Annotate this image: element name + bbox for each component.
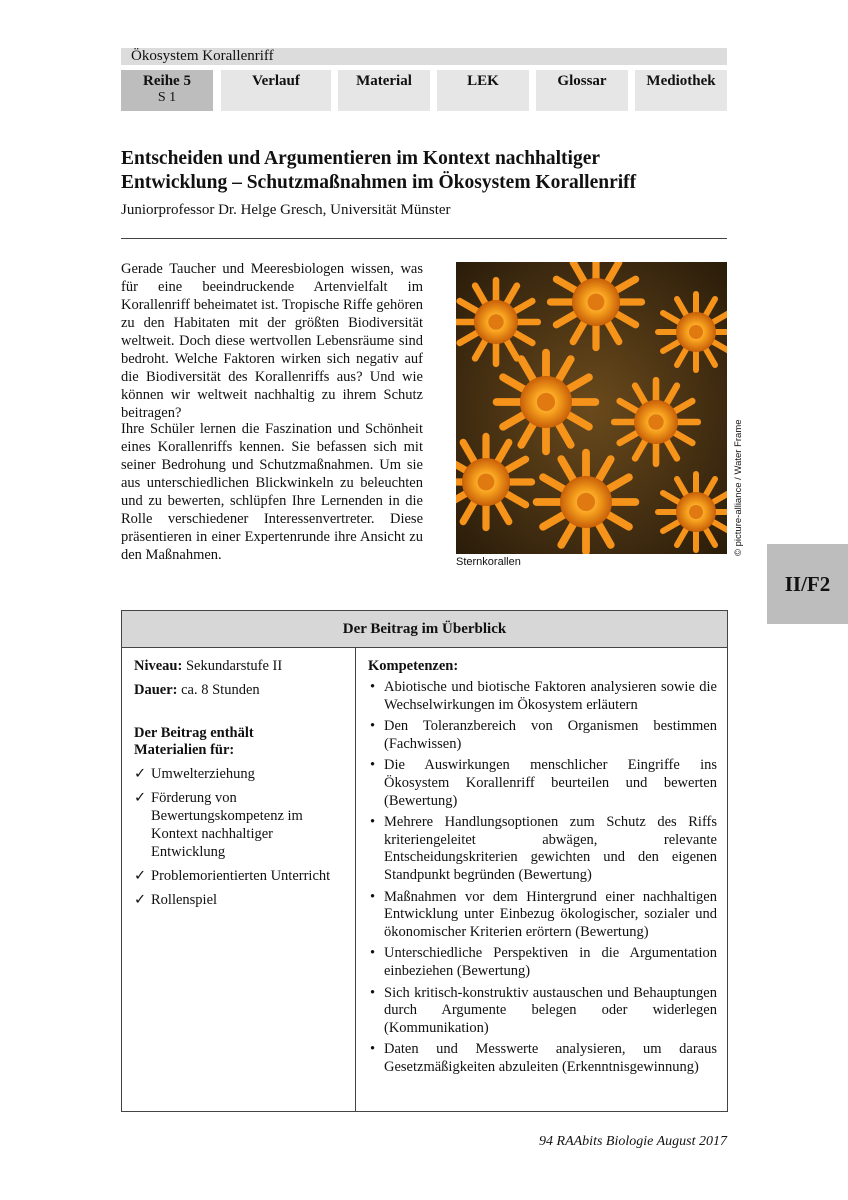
nav-tabs: [121, 70, 727, 111]
bullet-icon: •: [370, 757, 376, 774]
page-title: [121, 147, 741, 195]
intro-paragraph-1: Gerade Taucher und Meeresbiologen wissen, was für eine beeindruckende Artenvielfalt im Korallenriff beheimatet ist. Tropische Riffe gehören zu den Habitaten mit der größten Biodiversität weltweit. Doch diese wertvollen Lebensräume sind bedroht. Welche Faktoren wirken sich negativ auf die Biodiversität des Korallenriffs aus? Und wie können wir weltweit nachhaltig zu ihrem Schutz beitragen?: [121, 261, 423, 421]
list-item: • Maßnahmen vor dem Hintergrund einer nachhaltigen Entwicklung unter Einbezug ökologischer, sozialer und ökonomischer Kriterien erörtern (Bewertung): [370, 888, 717, 940]
overview-box: [121, 610, 728, 1112]
list-item: • Mehrere Handlungsoptionen zum Schutz des Riffs kriteriengeleitet abwägen, relevante Entscheidungskriterien gewichten und den eigenen Standpunkt begründen (Bewertung): [370, 814, 717, 883]
list-item: ✓ Rollenspiel: [134, 892, 218, 908]
divider: [121, 238, 727, 239]
list-item: ✓ Förderung von Bewertungskompetenz im Kontext nachhaltiger Entwicklung: [134, 790, 303, 860]
list-item: • Den Toleranzbereich von Organismen bestimmen (Fachwissen): [370, 718, 717, 752]
footer: 94 RAAbits Biologie August 2017: [539, 1134, 727, 1149]
bullet-icon: •: [370, 888, 376, 905]
competencies-heading: Kompetenzen:: [368, 658, 459, 674]
niveau-line: [134, 657, 343, 675]
checkmark-icon: ✓: [134, 766, 147, 782]
tab-glossar-label: Glossar: [557, 73, 607, 89]
overview-left-column: [122, 648, 356, 1111]
author: Juniorprofessor Dr. Helge Gresch, Universität Münster: [121, 202, 451, 218]
list-item: • Unterschiedliche Perspektiven in die Argumentation einbeziehen (Bewertung): [370, 945, 717, 979]
tab-lek-label: LEK: [467, 73, 499, 89]
tab-material[interactable]: [338, 70, 430, 111]
list-item: • Daten und Messwerte analysieren, um daraus Gesetzmäßigkeiten abzuleiten (Erkenntnisgewinnung): [370, 1041, 717, 1075]
competencies-list: [368, 679, 717, 1076]
list-item: • Sich kritisch-konstruktiv austauschen und Behauptungen durch Argumente belegen oder widerlegen (Kommunikation): [370, 984, 717, 1036]
intro-paragraph-2: Ihre Schüler lernen die Faszination und Schönheit eines Korallenriffs kennen. Sie befassen sich mit seiner Bedrohung und Schutzmaßnahmen. Um sie aus unterschiedlichen Blickwinkeln zu beleuchten und zu bewerten, schlüpfen Ihre Lernenden in die Rolle verschiedener Interessenvertreter. Diese präsentieren in einer Expertenrunde ihre Ansicht zu den Maßnahmen.: [121, 421, 423, 563]
checkmark-icon: ✓: [134, 892, 147, 908]
tab-glossar[interactable]: [536, 70, 628, 111]
title-line-2: Entwicklung – Schutzmaßnahmen im Ökosystem Korallenriff: [121, 172, 637, 193]
bullet-icon: •: [370, 679, 376, 695]
materials-heading-line-1: Der Beitrag enthält: [134, 725, 254, 741]
list-item: ✓ Umwelterziehung: [134, 766, 255, 782]
dauer-value: ca. 8 Stunden: [181, 682, 260, 698]
title-line-1: Entscheiden und Argumentieren im Kontext nachhaltiger: [121, 148, 601, 169]
list-item: ✓ Problemorientierten Unterricht: [134, 868, 331, 884]
niveau-value: Sekundarstufe II: [185, 658, 283, 674]
tab-material-label: Material: [356, 73, 412, 89]
tab-mediothek-label: Mediothek: [646, 73, 716, 89]
checkmark-icon: ✓: [134, 790, 147, 806]
coral-photo: [456, 262, 727, 554]
bullet-icon: •: [370, 718, 376, 735]
bullet-icon: •: [370, 1041, 376, 1058]
image-credit: © picture-alliance / Water Frame: [733, 419, 744, 556]
tab-verlauf-label: Verlauf: [252, 73, 300, 89]
overview-right-column: [356, 648, 727, 1111]
image-caption: Sternkorallen: [456, 556, 521, 568]
materials-heading: [134, 725, 343, 759]
niveau-label: Niveau:: [134, 658, 183, 674]
bullet-icon: •: [370, 814, 376, 831]
dauer-label: Dauer:: [134, 682, 178, 698]
checkmark-icon: ✓: [134, 868, 147, 884]
topic-bar: Ökosystem Korallenriff: [121, 48, 727, 65]
tab-lek[interactable]: [437, 70, 529, 111]
materials-heading-line-2: Materialien für:: [134, 742, 235, 758]
list-item: • Abiotische und biotische Faktoren analysieren sowie die Wechselwirkungen im Ökosystem erläutern: [370, 679, 717, 713]
overview-heading: Der Beitrag im Überblick: [122, 611, 727, 648]
section-tab: II/F2: [767, 544, 848, 624]
coral-illustration: [456, 262, 727, 554]
tab-reihe-label: Reihe 5: [143, 73, 191, 89]
tab-mediothek[interactable]: [635, 70, 727, 111]
tab-reihe-sub: S 1: [157, 90, 177, 105]
bullet-icon: •: [370, 945, 376, 962]
dauer-line: [134, 681, 343, 699]
tab-verlauf[interactable]: [221, 70, 331, 111]
materials-list: [134, 765, 343, 909]
list-item: • Die Auswirkungen menschlicher Eingriffe ins Ökosystem Korallenriff beurteilen und bewerten (Bewertung): [370, 757, 717, 809]
bullet-icon: •: [370, 984, 376, 1001]
tab-reihe[interactable]: [121, 70, 213, 111]
